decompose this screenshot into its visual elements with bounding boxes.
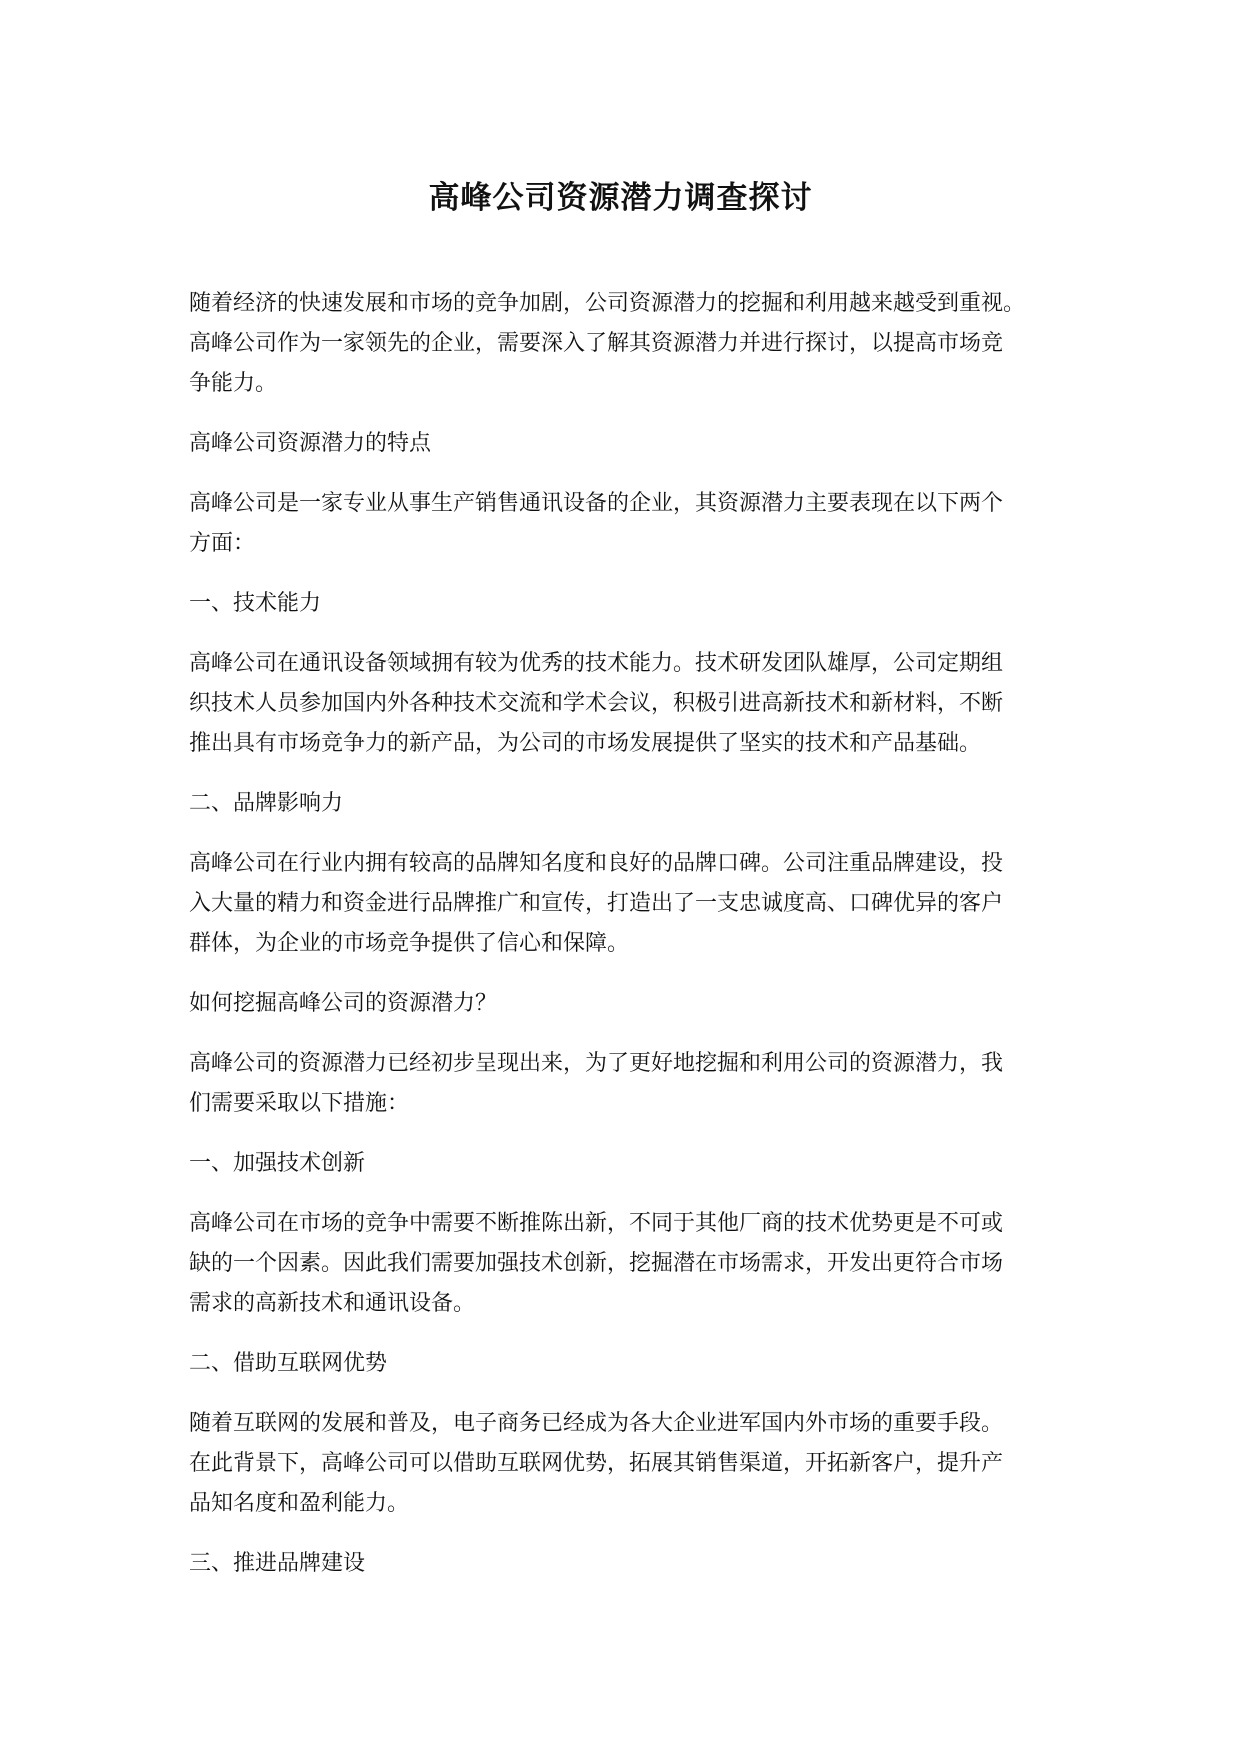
subheading-brand-influence: 二、品牌影响力 [189, 791, 344, 816]
subheading-brand-building: 三、推进品牌建设 [189, 1551, 366, 1576]
section-heading-features: 高峰公司资源潜力的特点 [189, 431, 432, 456]
subheading-tech-capability: 一、技术能力 [189, 591, 322, 616]
internet-advantage-paragraph: 随着互联网的发展和普及，电子商务已经成为各大企业进军国内外市场的重要手段。 在此背景下，高峰公司可以借助互联网优势，拓展其销售渠道，开拓新客户，提升产 品知名度和盈利能力。 [189, 1411, 1004, 1516]
section-heading-how-to: 如何挖掘高峰公司的资源潜力？ [189, 991, 498, 1016]
measures-intro-paragraph: 高峰公司的资源潜力已经初步呈现出来，为了更好地挖掘和利用公司的资源潜力，我 们需要采取以下措施： [189, 1051, 1004, 1116]
tech-capability-paragraph: 高峰公司在通讯设备领域拥有较为优秀的技术能力。技术研发团队雄厚，公司定期组 织技术人员参加国内外各种技术交流和学术会议，积极引进高新技术和新材料，不断 推出具有市场竞争力的新产品，为公司的市场发展提供了坚实的技术和产品基础。 [189, 651, 1004, 756]
page-title: 高峰公司资源潜力调查探讨 [428, 180, 813, 216]
features-intro-paragraph: 高峰公司是一家专业从事生产销售通讯设备的企业，其资源潜力主要表现在以下两个 方面： [189, 491, 1004, 556]
brand-influence-paragraph: 高峰公司在行业内拥有较高的品牌知名度和良好的品牌口碑。公司注重品牌建设，投 入大量的精力和资金进行品牌推广和宣传，打造出了一支忠诚度高、口碑优异的客户 群体，为企业的市场竞争提供了信心和保障。 [189, 851, 1004, 956]
document-body [189, 284, 1069, 1584]
subheading-internet-advantage: 二、借助互联网优势 [189, 1351, 388, 1376]
subheading-tech-innovation: 一、加强技术创新 [189, 1151, 366, 1176]
intro-paragraph: 随着经济的快速发展和市场的竞争加剧，公司资源潜力的挖掘和利用越来越受到重视。 高峰公司作为一家领先的企业，需要深入了解其资源潜力并进行探讨，以提高市场竞 争能力。 [189, 291, 1026, 396]
tech-innovation-paragraph: 高峰公司在市场的竞争中需要不断推陈出新，不同于其他厂商的技术优势更是不可或 缺的一个因素。因此我们需要加强技术创新，挖掘潜在市场需求，开发出更符合市场 需求的高新技术和通讯设备。 [189, 1211, 1004, 1316]
